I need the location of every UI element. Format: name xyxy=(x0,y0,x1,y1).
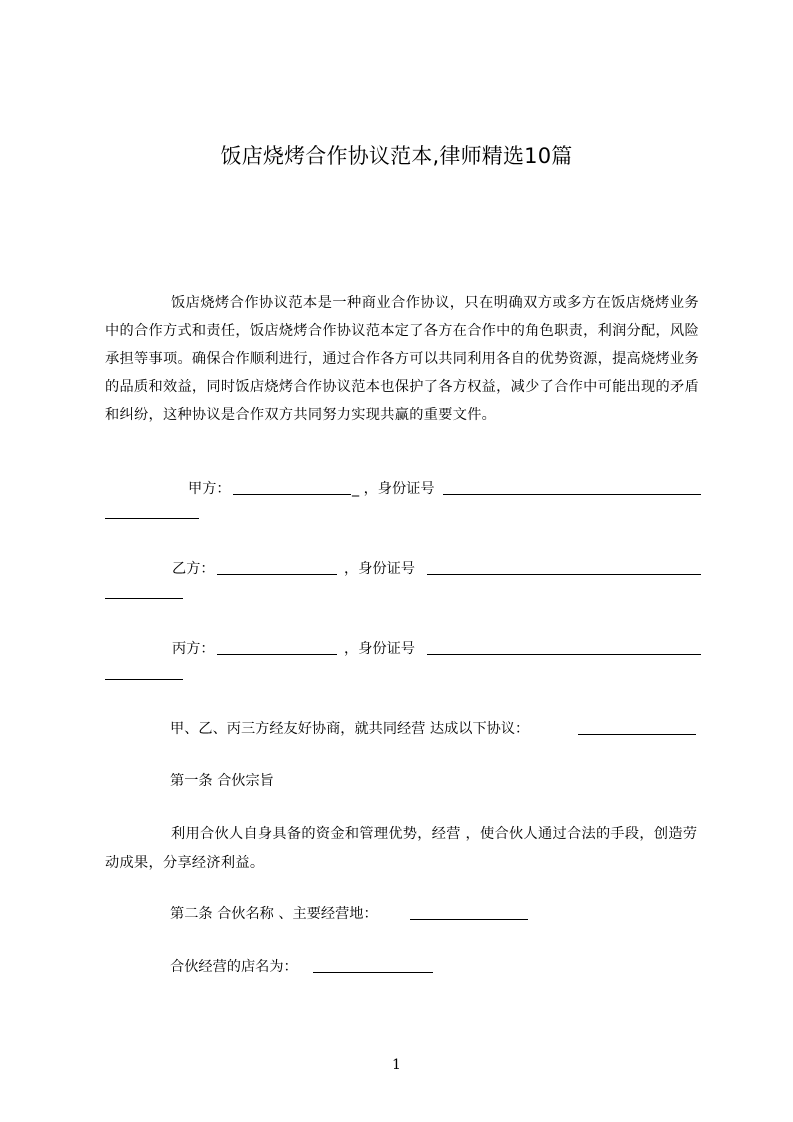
party-a-id-label: _ ，身份证号 xyxy=(352,481,435,497)
agreement-blank xyxy=(578,734,696,735)
page-number: 1 xyxy=(392,1057,401,1073)
party-a-id-blank-cont xyxy=(105,518,199,519)
intro-paragraph: 饭店烧烤合作协议范本是一种商业合作协议，只在明确双方或多方在饭店烧烤业务中的合作方式和责任，饭店烧烤合作协议范本定了各方在合作中的角色职责，利润分配，风险承担等事项。确保合作顺利进行，通过合作各方可以共同利用各自的优势资源，提高烧烤业务的品质和效益，同时饭店烧烤合作协议范本也保护了各方权益，减少了合作中可能出现的矛盾和纠纷，这种协议是合作双方共同努力实现共赢的重要文件。 xyxy=(105,295,699,423)
article1-body: 利用合伙人自身具备的资金和管理优势，经营 ，使合伙人通过合法的手段，创造劳动成果，分享经济利益。 xyxy=(105,826,698,871)
party-c-id-blank xyxy=(427,654,701,655)
store-name-label: 合伙经营的店名为： xyxy=(170,959,298,975)
party-a-label: 甲方： xyxy=(188,481,231,497)
party-b-name-blank xyxy=(217,574,337,575)
article1-heading: 第一条 合伙宗旨 xyxy=(170,773,274,789)
party-a-line xyxy=(188,479,231,499)
party-c-name-blank xyxy=(217,654,337,655)
party-a-name-blank xyxy=(233,494,351,495)
party-c-line xyxy=(172,639,215,659)
article2-heading: 第二条 合伙名称 、主要经营地： xyxy=(170,906,378,922)
store-name-blank xyxy=(313,972,433,973)
party-c-id-blank-cont xyxy=(105,679,183,680)
party-b-id-blank xyxy=(427,574,701,575)
party-b-line xyxy=(172,559,215,579)
party-b-id-label: ，身份证号 xyxy=(344,561,415,577)
party-c-label: 丙方： xyxy=(172,641,215,657)
article2-blank xyxy=(410,919,528,920)
party-a-id-blank xyxy=(443,494,701,495)
party-b-label: 乙方： xyxy=(172,561,215,577)
party-c-id-label: ，身份证号 xyxy=(344,641,415,657)
party-b-id-blank-cont xyxy=(105,598,183,599)
agreement-statement: 甲、乙、丙三方经友好协商，就共同经营 达成以下协议： xyxy=(170,721,530,737)
document-title: 饭店烧烤合作协议范本,律师精选10篇 xyxy=(220,144,573,168)
